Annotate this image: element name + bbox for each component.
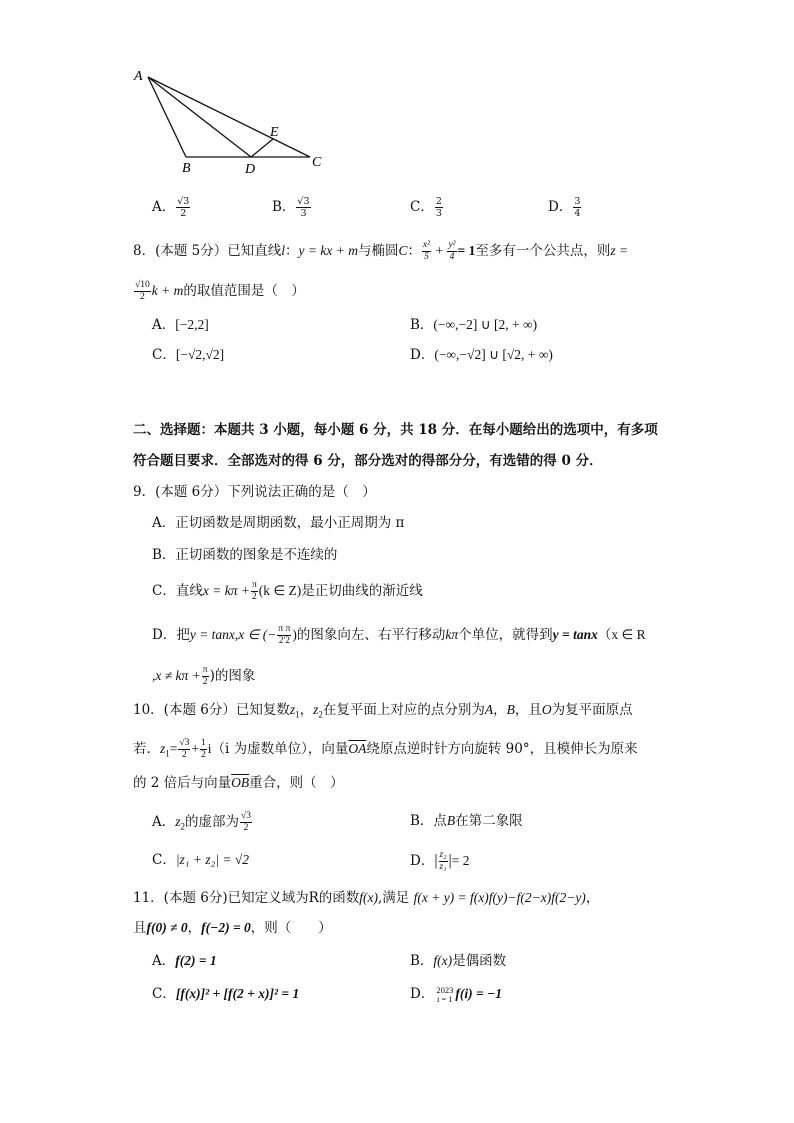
math: B: [446, 813, 456, 828]
frac-num: y²: [448, 240, 456, 250]
q9-option-d-line1: [152, 624, 646, 647]
frac-num: √10: [135, 280, 150, 290]
text: 与椭圆: [357, 243, 399, 259]
text: 的图象向左、右平行移动: [296, 627, 446, 643]
fraction: [200, 738, 207, 761]
q11-option-c: [152, 984, 299, 1004]
q10-stem-line2: [133, 738, 638, 764]
option-label: B．: [410, 317, 434, 333]
q10-option-a: [152, 811, 253, 837]
q11-option-d: [410, 984, 502, 1004]
q9-option-c: [152, 580, 423, 603]
option-text: 正切函数是周期函数，最小正周期为 π: [175, 515, 405, 531]
q8-stem-line2: [133, 280, 305, 303]
vector: $\overline{OA}$: [348, 741, 367, 756]
option-text: [−2,2]: [175, 317, 209, 332]
option-text: (−∞,−√2] ∪ [√2, + ∞): [434, 347, 553, 362]
math: f(0) ≠ 0: [146, 920, 188, 935]
frac-num: √3: [297, 196, 310, 207]
option-text: [−√2,√2]: [175, 347, 225, 362]
text: ：: [407, 243, 421, 259]
option-label: A．: [152, 953, 176, 969]
frac-den: 2: [251, 592, 257, 602]
frac-num: √3: [179, 738, 190, 748]
point-label-e: E: [270, 125, 279, 140]
point-label-b: B: [182, 161, 191, 176]
math: y = kx + m: [298, 243, 358, 258]
q9-option-b: [152, 545, 337, 565]
frac-den: z₁: [439, 862, 447, 872]
text: ：: [285, 243, 299, 259]
q8-option-c: [152, 345, 224, 365]
frac-num: z₂: [439, 850, 447, 860]
q7-option-d: [548, 196, 582, 219]
math: B: [506, 702, 515, 717]
math: C: [398, 243, 408, 258]
math: A: [484, 702, 494, 717]
q11-option-a: [152, 951, 217, 971]
frac-den: 5: [424, 252, 429, 262]
math: f(x): [433, 953, 453, 968]
text: 至多有一个公共点，则: [475, 243, 611, 259]
q8-stem-line1: 8．(本题 5分）已知直线l：y = kx + m与椭圆C： $\frac{\text{x²}}{5}$ + $\frac{\text{y²}}{4}$ = 1至多有一个公共点，则z =: [133, 240, 629, 262]
subscript: 2: [318, 709, 323, 720]
q9-option-d-line2: [152, 665, 255, 688]
option-label: D．: [410, 853, 435, 869]
option-label: A．: [152, 515, 176, 531]
frac-den: 4: [449, 252, 455, 262]
text: 直线: [175, 583, 203, 599]
section-2-heading-line2: 符合题目要求．全部选对的得 6 分，部分选对的得部分分，有选错的得 0 分．: [133, 453, 603, 469]
fraction: [240, 811, 252, 834]
option-label: B．: [152, 547, 176, 563]
math: x = kπ +: [202, 583, 250, 598]
frac-num: x²: [422, 240, 431, 250]
q11-stem-line2: [133, 918, 332, 938]
math: y = tanx,x ∈ (−: [189, 627, 277, 642]
frac-den: 2: [139, 292, 145, 302]
point-label-c: C: [312, 155, 322, 170]
q7-option-b: [272, 196, 312, 219]
frac-num: 2: [435, 196, 442, 207]
math: z: [175, 814, 181, 829]
option-label: A．: [152, 814, 176, 830]
text: ，且: [514, 702, 542, 718]
frac-den: 2: [180, 208, 187, 219]
math: f(x + y) = f(x)f(y)−f(2−x)f(2−y): [413, 890, 586, 905]
frac-den: 2: [243, 823, 249, 833]
text: 在第二象限: [455, 813, 523, 829]
subscript: 1: [295, 709, 300, 720]
math: l: [281, 243, 286, 258]
sum-upper: 2023: [436, 984, 454, 995]
text: 是偶函数: [452, 953, 507, 969]
frac-num: 1: [200, 738, 206, 748]
text: ，: [299, 702, 314, 718]
fraction: [251, 580, 258, 603]
q9-stem: 9．(本题 6分）下列说法正确的是（ ）: [133, 484, 376, 500]
option-label: B．: [272, 199, 296, 215]
frac-den: 3: [300, 208, 307, 219]
q11-stem-line1: [133, 888, 599, 908]
text: 且: [133, 920, 147, 936]
text: 点: [433, 813, 447, 829]
fraction: [435, 196, 443, 219]
q9-option-a: [152, 513, 404, 533]
text: ，: [493, 702, 507, 718]
text: )的图象: [209, 668, 256, 684]
fraction: [134, 280, 151, 303]
fraction: [573, 196, 581, 219]
text: 8．(本题 5分）已知直线: [133, 243, 282, 259]
q10-option-c: [152, 850, 249, 870]
option-label: C．: [152, 986, 176, 1002]
text: 在复平面上对应的点分别为: [322, 702, 485, 718]
option-label: C．: [152, 583, 176, 599]
math: （x ∈ R: [597, 627, 646, 642]
q10-stem-line1: [133, 700, 633, 725]
fraction: [439, 850, 448, 873]
math: i: [207, 741, 212, 756]
point-label-a: A: [134, 69, 143, 84]
math: ,x ≠ kπ +: [152, 668, 201, 683]
frac-num: 3: [574, 196, 581, 207]
section-2-heading-line1: 二、选择题：本题共 3 小题，每小题 6 分，共 18 分．在每小题给出的选项中，有多项: [133, 422, 658, 438]
vector: $\overline{OB}$: [231, 775, 250, 790]
sum-limits: [435, 986, 454, 1004]
text: ，: [187, 920, 202, 936]
fraction: [422, 240, 431, 263]
fraction: [277, 624, 291, 647]
option-label: D．: [410, 986, 435, 1002]
math: k + m: [151, 283, 184, 298]
text: 为复平面原点: [551, 702, 633, 718]
q8-option-b: [410, 315, 537, 335]
frac-num: π π: [278, 624, 291, 634]
option-text: (−∞,−2] ∪ [2, + ∞): [433, 317, 538, 332]
text: 10．(本题 6分）已知复数: [133, 702, 290, 718]
option-label: B．: [410, 813, 434, 829]
option-label: C．: [152, 347, 176, 363]
triangle-figure: [120, 60, 340, 180]
math: f(x): [359, 890, 378, 905]
math: (k ∈ Z): [258, 583, 302, 598]
sum-lower: i = 1: [437, 993, 453, 1004]
point-label-d: D: [245, 162, 256, 177]
option-label: D．: [152, 627, 177, 643]
math: |z₁ + z₂| = √2: [175, 852, 250, 867]
q11-option-b: [410, 951, 506, 971]
text: 的 2 倍后与向量: [133, 775, 232, 791]
text: ，则（ ）: [250, 920, 332, 936]
text: 绕原点逆时针方向旋转 90°，且模伸长为原来: [366, 741, 638, 757]
math: = 2: [451, 853, 470, 868]
frac-den: 2'2: [278, 636, 290, 646]
math: z: [160, 741, 166, 756]
math: ): [292, 627, 297, 642]
q10-option-b: [410, 811, 523, 831]
frac-num: π: [251, 580, 257, 590]
math: f(−2) = 0: [201, 920, 251, 935]
math: [f(x)]² + [f(2 + x)]² = 1: [175, 986, 300, 1001]
frac-den: 4: [574, 208, 581, 219]
subscript: 2: [180, 821, 186, 832]
text: 的取值范围是（ ）: [183, 283, 305, 299]
q10-option-d: D．| $\frac{\text{z₂}}{\text{z₁}}$ |= 2: [410, 850, 470, 872]
fraction: [447, 240, 456, 263]
q8-option-d: [410, 345, 553, 365]
frac-den: 2: [200, 750, 206, 760]
frac-num: π: [202, 665, 208, 675]
option-label: B．: [410, 953, 434, 969]
option-label: A．: [152, 199, 176, 215]
math: kπ: [445, 627, 459, 642]
option-label: D．: [410, 347, 435, 363]
math: z =: [610, 243, 629, 258]
option-label: D．: [548, 199, 573, 215]
math: O: [541, 702, 552, 717]
math: f(i) = −1: [455, 986, 502, 1001]
text: ，: [585, 890, 600, 906]
frac-num: √3: [241, 811, 251, 821]
frac-num: √3: [177, 196, 190, 207]
fraction: [178, 738, 190, 761]
text: ,满足: [378, 890, 410, 906]
q7-option-a: [152, 196, 191, 219]
math: y = tanx: [552, 627, 598, 642]
text: 11．(本题 6分)已知定义域为R的函数: [133, 890, 360, 906]
fraction: [296, 196, 310, 219]
option-label: A．: [152, 317, 176, 333]
text: 个单位，就得到: [458, 627, 553, 643]
text: 把: [176, 627, 190, 643]
subscript: 1: [165, 748, 170, 759]
q7-option-c: [410, 196, 444, 219]
q10-stem-line3: [133, 773, 344, 793]
text: 重合，则（ ）: [249, 775, 344, 791]
fraction: [202, 665, 209, 688]
text: 是正切曲线的渐近线: [301, 583, 423, 599]
text: 若．: [133, 741, 160, 757]
math: f(2) = 1: [175, 953, 217, 968]
frac-den: 2: [182, 750, 187, 760]
frac-den: 2: [202, 677, 208, 687]
option-label: C．: [410, 199, 434, 215]
math: z: [313, 702, 319, 717]
text: 的虚部为: [185, 814, 240, 830]
math: +: [191, 741, 199, 756]
fraction: [176, 196, 190, 219]
math: = 1: [457, 243, 476, 258]
math: z: [289, 702, 296, 717]
q8-option-a: [152, 315, 209, 335]
option-label: C．: [152, 852, 176, 868]
math: =: [169, 741, 178, 756]
option-text: 正切函数的图象是不连续的: [175, 547, 338, 563]
frac-den: 3: [435, 208, 442, 219]
text: （i 为虚数单位），向量: [211, 741, 349, 757]
